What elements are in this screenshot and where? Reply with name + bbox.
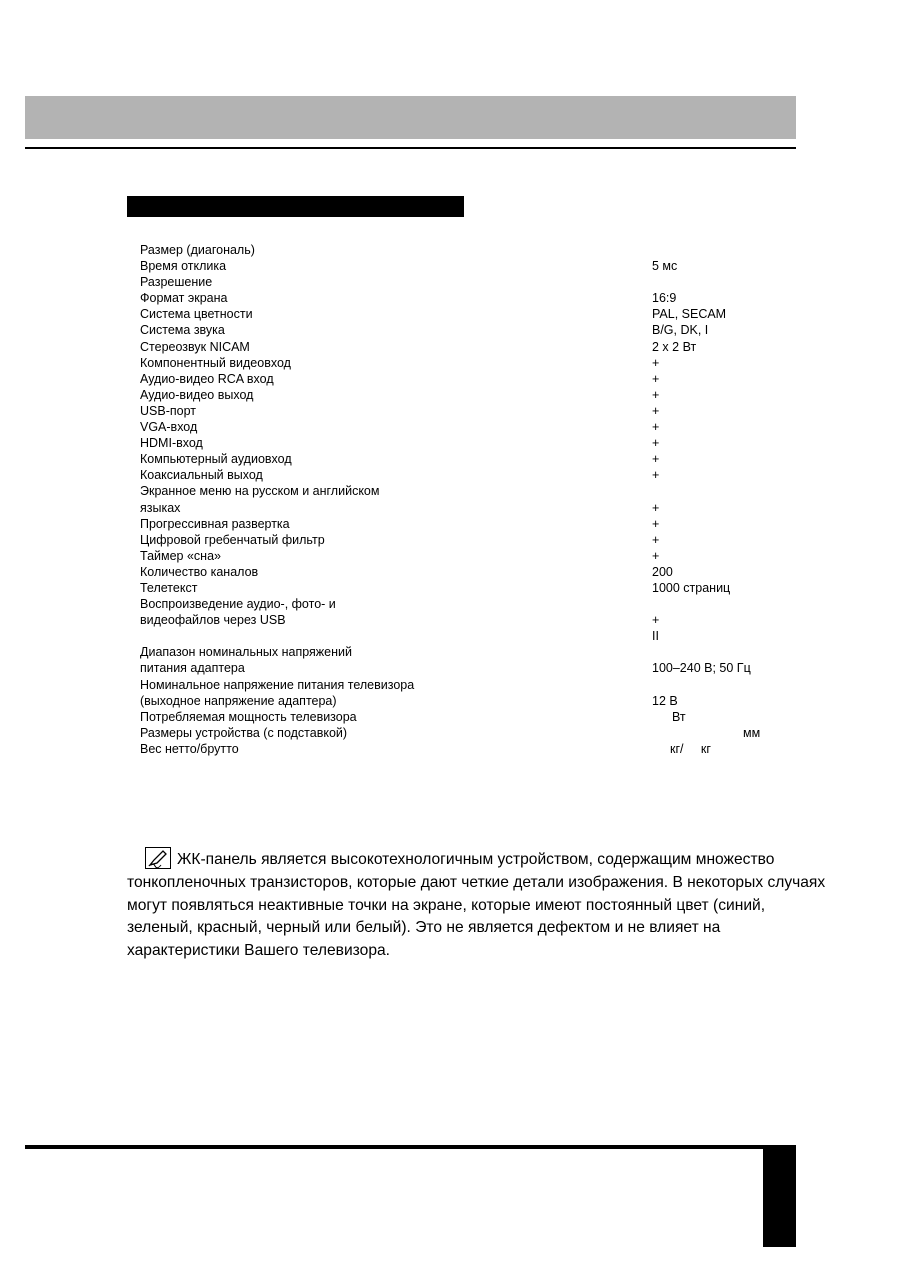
spec-row <box>140 693 800 709</box>
spec-row <box>140 532 800 548</box>
spec-label: Потребляемая мощность телевизора <box>140 709 357 724</box>
spec-label: Стереозвук NICAM <box>140 339 250 354</box>
spec-label: HDMI-вход <box>140 436 203 451</box>
spec-label: VGA-вход <box>140 420 198 435</box>
spec-value: 16:9 <box>652 291 677 306</box>
spec-row <box>140 660 800 676</box>
spec-label: USB-порт <box>140 403 196 418</box>
spec-label: Размеры устройства (с подставкой) <box>140 725 348 740</box>
spec-row <box>140 371 800 387</box>
spec-label: Размер (диагональ) <box>140 243 255 257</box>
spec-label: Компьютерный аудиовход <box>140 452 292 467</box>
spec-row <box>140 709 800 725</box>
spec-value: 12 В <box>652 693 678 708</box>
spec-value: + <box>652 355 660 370</box>
spec-label: Воспроизведение аудио-, фото- и <box>140 597 336 612</box>
spec-value: 2 x 2 Вт <box>652 339 697 354</box>
spec-label: Время отклика <box>140 259 227 274</box>
spec-label: Компонентный видеовход <box>140 355 291 370</box>
spec-label: Система звука <box>140 323 225 338</box>
note-paragraph <box>127 847 827 963</box>
spec-value: 5 мс <box>652 259 678 274</box>
spec-label: Вес нетто/брутто <box>140 741 239 756</box>
spec-row <box>140 580 800 596</box>
spec-row <box>140 612 800 628</box>
spec-label: Цифровой гребенчатый фильтр <box>140 532 325 547</box>
spec-label: Прогрессивная развертка <box>140 516 290 531</box>
spec-label: Таймер «сна» <box>140 548 221 563</box>
spec-value: + <box>652 548 660 563</box>
spec-row <box>140 451 800 467</box>
spec-row <box>140 516 800 532</box>
specs-table <box>140 242 800 757</box>
spec-label: (выходное напряжение адаптера) <box>140 693 337 708</box>
spec-row <box>140 419 800 435</box>
spec-value: + <box>652 371 660 386</box>
spec-row <box>140 628 800 644</box>
spec-value: кг/ кг <box>670 741 711 756</box>
spec-label: видеофайлов через USB <box>140 613 286 628</box>
spec-value: + <box>652 436 660 451</box>
spec-value-unit: мм <box>743 725 761 740</box>
note-text: ЖК-панель является высокотехнологичным устройством, содержащим множество тонкопленочных транзисторов, которые дают четкие детали изображения. В некоторых случаях могут появляться неактивные точки на экране, которые имеют постоянный цвет (синий, зеленый, красный, черный или белый). Это не является дефектом и не влияет на характеристики Вашего телевизора. <box>127 851 826 960</box>
spec-row <box>140 355 800 371</box>
spec-value: II <box>652 629 659 644</box>
spec-label: Система цветности <box>140 307 253 322</box>
spec-value: 200 <box>652 564 673 579</box>
spec-row <box>140 500 800 516</box>
page-tab <box>763 1145 796 1247</box>
spec-label: Экранное меню на русском и английском <box>140 484 380 499</box>
spec-row <box>140 322 800 338</box>
spec-label: Диапазон номинальных напряжений <box>140 645 352 660</box>
spec-row <box>140 258 800 274</box>
spec-row <box>140 403 800 419</box>
spec-row <box>140 741 800 757</box>
spec-row <box>140 564 800 580</box>
spec-label: Количество каналов <box>140 564 259 579</box>
spec-row <box>140 725 800 741</box>
header-rule <box>25 147 796 149</box>
spec-row <box>140 677 800 693</box>
section-title-bar <box>127 196 464 217</box>
spec-row <box>140 596 800 612</box>
spec-label: Формат экрана <box>140 291 228 306</box>
spec-value: Вт <box>672 709 686 724</box>
spec-value: B/G, DK, I <box>652 323 709 338</box>
spec-row <box>140 387 800 403</box>
spec-label: Телетекст <box>140 580 198 595</box>
spec-value: + <box>652 500 660 515</box>
spec-value: + <box>652 516 660 531</box>
spec-value: + <box>652 403 660 418</box>
spec-value: + <box>652 468 660 483</box>
spec-row <box>140 290 800 306</box>
spec-label: Аудио-видео RCA вход <box>140 371 274 386</box>
spec-value: PAL, SECAM <box>652 307 727 322</box>
spec-row <box>140 339 800 355</box>
spec-value: + <box>652 452 660 467</box>
spec-label: Номинальное напряжение питания телевизора <box>140 677 415 692</box>
header-band <box>25 96 796 139</box>
spec-label: Коаксиальный выход <box>140 468 263 483</box>
spec-row <box>140 483 800 499</box>
spec-value: 1000 страниц <box>652 580 731 595</box>
spec-row <box>140 548 800 564</box>
spec-value: + <box>652 613 660 628</box>
spec-row <box>140 242 800 258</box>
note-block <box>127 847 827 963</box>
spec-label: языках <box>140 500 181 515</box>
spec-row <box>140 467 800 483</box>
spec-value: + <box>652 532 660 547</box>
spec-row <box>140 306 800 322</box>
spec-value: 100–240 В; 50 Гц <box>652 661 751 676</box>
spec-label: Аудио-видео выход <box>140 387 254 402</box>
spec-row <box>140 435 800 451</box>
spec-value: + <box>652 420 660 435</box>
footer-rule <box>25 1145 765 1149</box>
spec-row <box>140 644 800 660</box>
spec-value: + <box>652 387 660 402</box>
spec-label: питания адаптера <box>140 661 245 676</box>
spec-row <box>140 274 800 290</box>
spec-label: Разрешение <box>140 275 213 290</box>
pencil-note-icon <box>145 847 171 869</box>
